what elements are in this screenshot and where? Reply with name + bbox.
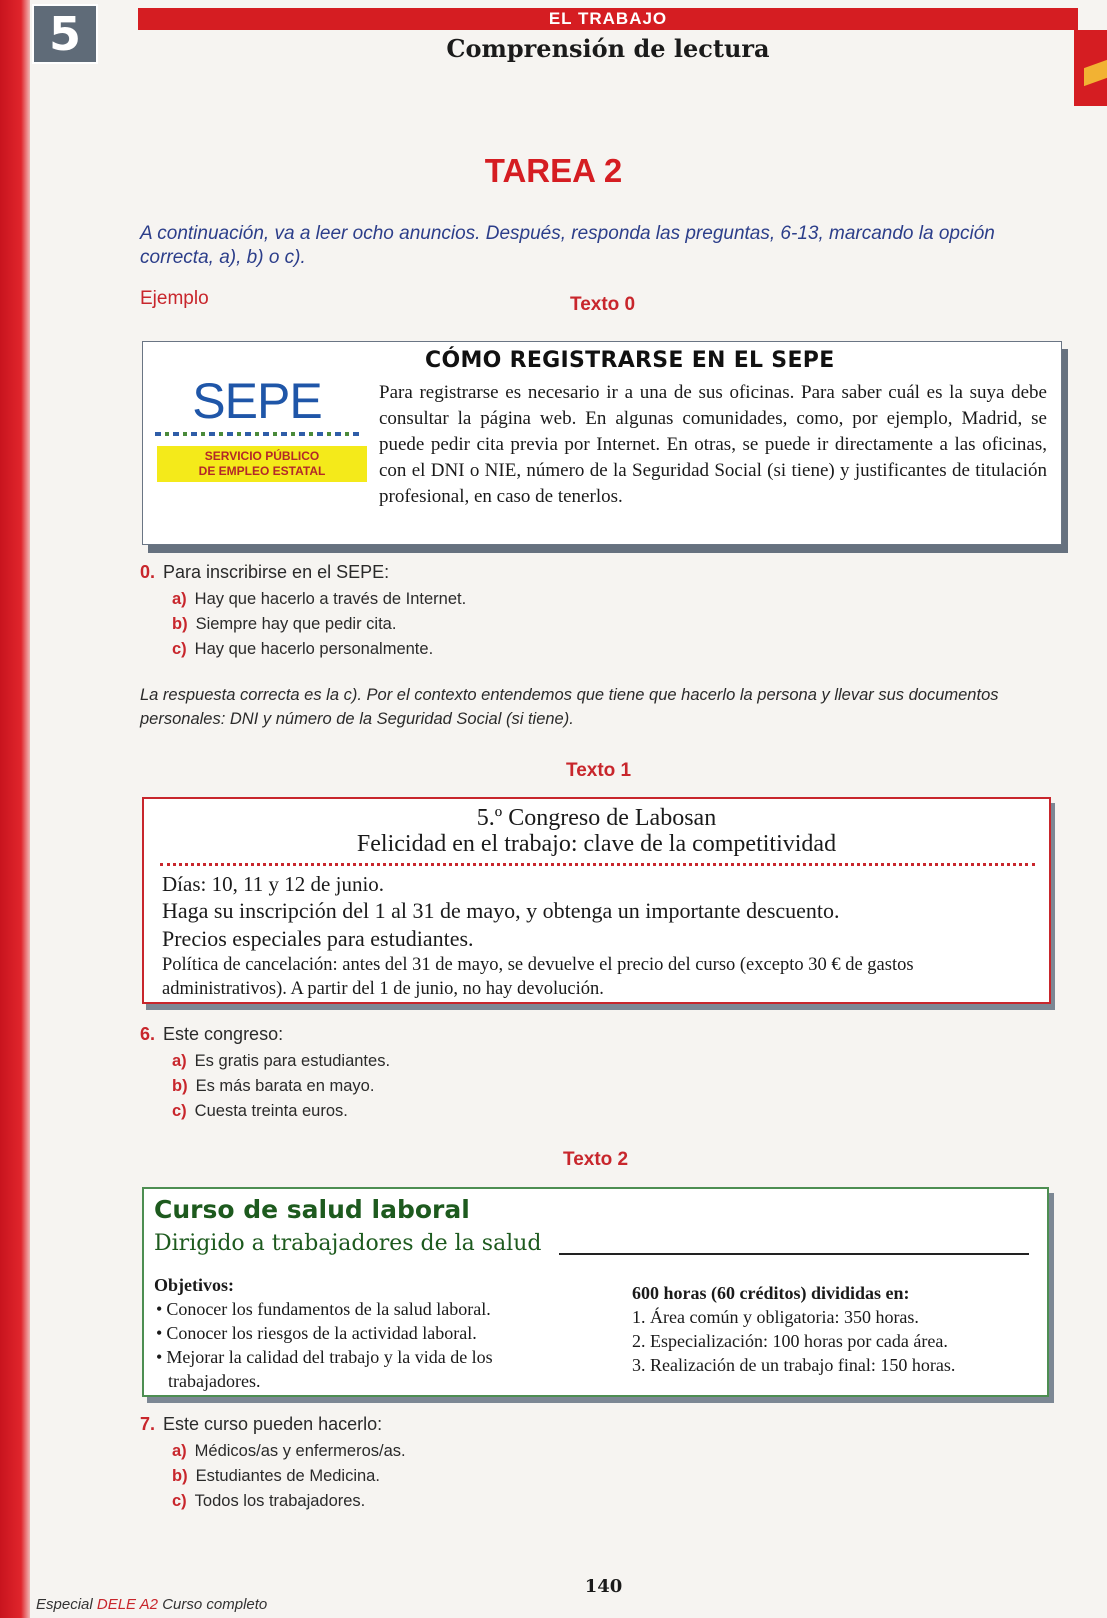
question-stem: Este congreso:	[163, 1024, 284, 1044]
congress-dates: Días: 10, 11 y 12 de junio.	[162, 872, 385, 896]
hours-item: 1. Área común y obligatoria: 350 horas.	[632, 1307, 919, 1327]
corner-tab-decoration	[1074, 30, 1107, 106]
hours-item: 2. Especialización: 100 horas por cada área.	[632, 1331, 948, 1351]
question-number: 0.	[140, 562, 156, 582]
question-number: 6.	[140, 1024, 156, 1044]
congress-ad-box	[142, 797, 1051, 1004]
question-7	[140, 1414, 406, 1514]
text-2-label: Texto 2	[563, 1149, 629, 1170]
hours-label: 600 horas (60 créditos) divididas en:	[632, 1283, 910, 1303]
option-b: b) Estudiantes de Medicina.	[172, 1467, 380, 1485]
option-a: a) Hay que hacerlo a través de Internet.	[172, 590, 467, 608]
question-6	[140, 1024, 390, 1124]
question-0	[140, 562, 466, 662]
sepe-ad-body: Para registrarse es necesario ir a una de sus oficinas. Para saber cuál es la suya debe consultar la página web. En algunas comunidades, como, por ejemplo, Madrid, se puede pedir cita previa por Internet. En otras, se puede ir directamente a las oficinas, con el DNI o NIE, número de la Seguridad Social (si tiene) y justificantes de titulación profesional, en caso de tenerlos.	[379, 382, 1047, 507]
course-objectives	[154, 1273, 574, 1393]
subtitle-rule	[559, 1253, 1029, 1255]
page-number: 140	[584, 1576, 623, 1597]
task-title: TAREA 2	[484, 152, 623, 189]
objectives-label: Objetivos:	[154, 1275, 234, 1295]
course-ad-box	[142, 1187, 1049, 1397]
sepe-logo-line2: DE EMPLEO ESTATAL	[198, 464, 326, 478]
sepe-logo-line1: SERVICIO PÚBLICO	[204, 449, 320, 463]
dotted-divider	[160, 863, 1035, 866]
sepe-logo-dots	[155, 432, 359, 436]
option-b: b) Es más barata en mayo.	[172, 1077, 375, 1095]
sepe-logo-band	[157, 446, 367, 482]
section-title: Comprensión de lectura	[446, 34, 770, 63]
task-instructions: A continuación, va a leer ocho anuncios. Después, responda las preguntas, 6-13, marcando la opción correcta, a), b) o c).	[140, 223, 995, 268]
congress-heading: 5.º Congreso de Labosan	[476, 805, 717, 831]
option-a: a) Médicos/as y enfermeros/as.	[172, 1442, 406, 1460]
text-1-label: Texto 1	[566, 760, 632, 781]
option-c: c) Cuesta treinta euros.	[172, 1102, 348, 1120]
sepe-logo	[153, 372, 361, 482]
answer-explanation: La respuesta correcta es la c). Por el contexto entendemos que tiene que hacerlo la persona y llevar sus documentos personales: DNI y número de la Seguridad Social (si tiene).	[140, 686, 999, 728]
chapter-number-badge: 5	[32, 4, 98, 64]
congress-subheading: Felicidad en el trabajo: clave de la competitividad	[356, 831, 837, 857]
example-label: Ejemplo	[140, 288, 209, 309]
sepe-logo-word: SEPE	[192, 373, 322, 429]
question-stem: Este curso pueden hacerlo:	[163, 1414, 383, 1434]
sepe-ad-title: CÓMO REGISTRARSE EN EL SEPE	[425, 348, 835, 373]
sepe-ad-box	[142, 341, 1062, 545]
text-0-label: Texto 0	[570, 294, 636, 315]
course-title: Curso de salud laboral	[154, 1195, 470, 1224]
objective-item: • Conocer los fundamentos de la salud laboral.	[154, 1297, 574, 1321]
book-title-footer: Especial DELE A2 Curso completo	[36, 1596, 268, 1613]
congress-cancellation: Política de cancelación: antes del 31 de mayo, se devuelve el precio del curso (excepto 30 € de gastos administrativos). A partir del 1 de junio, no hay devolución.	[162, 955, 914, 999]
objective-item: • Conocer los riesgos de la actividad laboral.	[154, 1321, 574, 1345]
option-a: a) Es gratis para estudiantes.	[172, 1052, 391, 1070]
option-c: c) Todos los trabajadores.	[172, 1492, 366, 1510]
option-b: b) Siempre hay que pedir cita.	[172, 615, 397, 633]
option-c: c) Hay que hacerlo personalmente.	[172, 640, 434, 658]
congress-registration: Haga su inscripción del 1 al 31 de mayo, y obtenga un importante descuento.	[162, 898, 840, 923]
question-stem: Para inscribirse en el SEPE:	[163, 562, 390, 582]
question-number: 7.	[140, 1414, 156, 1434]
congress-student-prices: Precios especiales para estudiantes.	[162, 926, 474, 951]
left-color-stripe	[0, 0, 30, 1618]
course-hours	[632, 1281, 1042, 1377]
topic-header-bar: EL TRABAJO	[138, 8, 1078, 30]
hours-item: 3. Realización de un trabajo final: 150 horas.	[632, 1355, 956, 1375]
course-subtitle: Dirigido a trabajadores de la salud	[154, 1231, 542, 1256]
objective-item: • Mejorar la calidad del trabajo y la vida de los trabajadores.	[154, 1345, 574, 1393]
